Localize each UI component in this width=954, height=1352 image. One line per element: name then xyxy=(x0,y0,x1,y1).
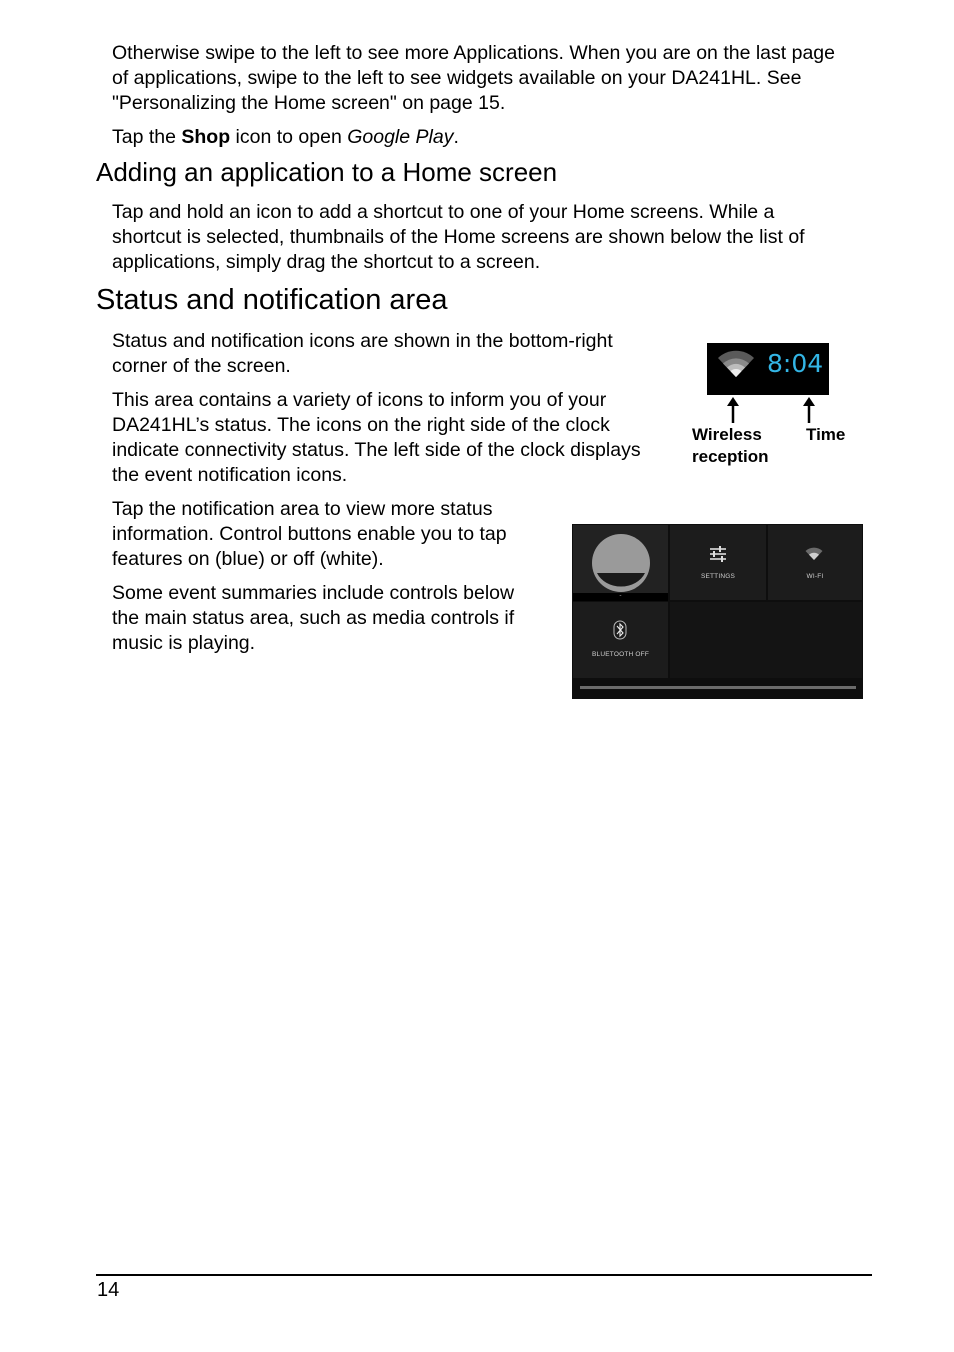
quick-settings-panel xyxy=(572,524,863,699)
page-number: 14 xyxy=(97,1279,120,1301)
text-line: applications, simply drag the shortcut to a screen. xyxy=(112,251,541,273)
text-line: information. Control buttons enable you to tap xyxy=(112,523,507,545)
shop-paragraph xyxy=(112,125,459,150)
text-span: Tap the xyxy=(112,126,182,148)
footer-rule xyxy=(96,1274,872,1276)
bluetooth-tile[interactable] xyxy=(573,602,668,678)
avatar-icon xyxy=(591,533,651,595)
swipe-paragraph xyxy=(112,41,835,116)
text-line: of applications, swipe to the left to see widgets available on your DA241HL. See xyxy=(112,67,802,89)
event-paragraph xyxy=(112,581,514,656)
user-name-strip xyxy=(573,593,668,601)
add-paragraph xyxy=(112,200,805,275)
settings-sliders-icon xyxy=(708,545,728,563)
text-line: Some event summaries include controls below xyxy=(112,582,515,604)
text-line: features on (blue) or off (white). xyxy=(112,548,384,570)
bluetooth-label: BLUETOOTH OFF xyxy=(591,651,649,658)
wifi-label: WI-FI xyxy=(806,573,824,580)
clock-time: 8:04 xyxy=(767,349,824,378)
text-line: Tap the notification area to view more status xyxy=(112,498,493,520)
text-line: the main status area, such as media controls if xyxy=(112,607,515,629)
wireless-arrow-icon xyxy=(726,397,740,423)
panel-handle-bar[interactable] xyxy=(580,686,856,689)
text-line: Otherwise swipe to the left to see more Applications. When you are on the last page xyxy=(112,42,835,64)
wireless-reception-label xyxy=(692,424,769,468)
shop-bold: Shop xyxy=(181,126,231,148)
text-line: music is playing. xyxy=(112,632,256,654)
settings-label: SETTINGS xyxy=(700,573,736,580)
text-line: DA241HL’s status. The icons on the right side of the clock xyxy=(112,414,610,436)
text-line: Status and notification icons are shown in the bottom-right xyxy=(112,330,613,352)
heading-adding-app: Adding an application to a Home screen xyxy=(96,157,558,187)
wifi-tile[interactable] xyxy=(768,525,862,600)
user-tile[interactable] xyxy=(573,525,668,600)
settings-tile[interactable] xyxy=(670,525,766,600)
wifi-icon xyxy=(805,547,823,561)
text-line: the event notification icons. xyxy=(112,464,348,486)
text-line: This area contains a variety of icons to inform you of your xyxy=(112,389,607,411)
text-line: indicate connectivity status. The left side of the clock displays xyxy=(112,439,641,461)
time-arrow-icon xyxy=(802,397,816,423)
empty-tile-area xyxy=(670,602,862,678)
text-line: corner of the screen. xyxy=(112,355,291,377)
time-label: Time xyxy=(806,425,846,444)
wifi-icon xyxy=(717,349,755,379)
text-line: "Personalizing the Home screen" on page 15. xyxy=(112,92,506,114)
text-line: shortcut is selected, thumbnails of the Home screens are shown below the list of xyxy=(112,226,805,248)
tap-paragraph xyxy=(112,497,507,572)
label-line: reception xyxy=(692,447,769,466)
text-line: Tap and hold an icon to add a shortcut to one of your Home screens. While a xyxy=(112,201,775,223)
area-paragraph xyxy=(112,388,641,488)
text-span: . xyxy=(453,126,459,148)
status-bar-image xyxy=(707,343,829,395)
user-label: - xyxy=(619,592,622,599)
heading-status-area: Status and notification area xyxy=(96,284,448,316)
text-span: icon to open xyxy=(230,126,348,148)
status-paragraph xyxy=(112,329,613,379)
bluetooth-icon xyxy=(613,620,627,640)
google-play-italic: Google Play xyxy=(347,126,454,148)
label-line: Wireless xyxy=(692,425,762,444)
